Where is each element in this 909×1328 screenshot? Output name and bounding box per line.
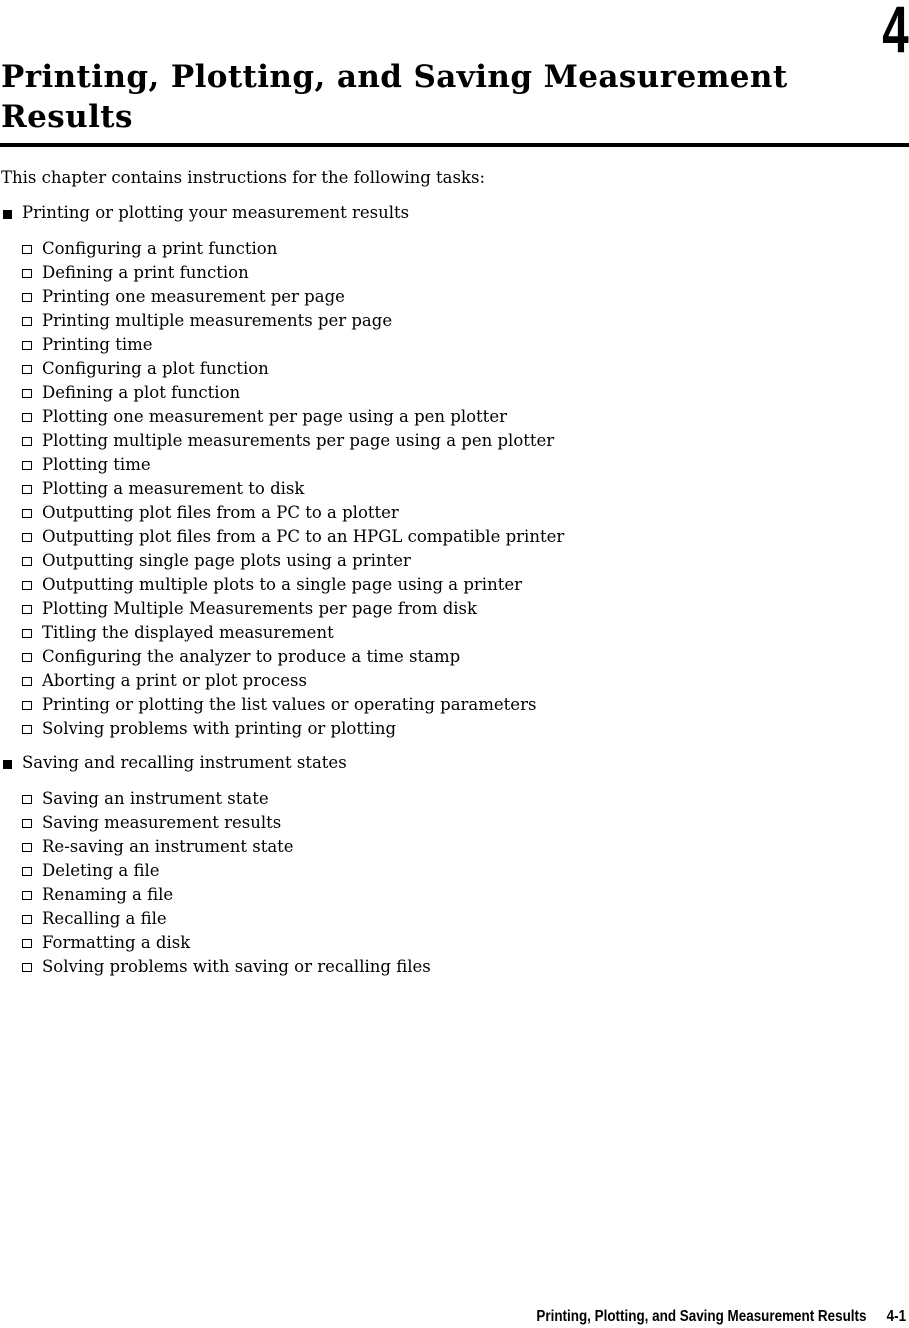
list-item-label: Printing or plotting the list values or operating parameters [42,695,537,714]
task-list [0,787,909,979]
open-square-bullet-icon [22,725,32,734]
open-square-bullet-icon [22,795,32,804]
open-square-bullet-icon [22,581,32,590]
list-item [0,859,909,883]
open-square-bullet-icon [22,915,32,924]
list-item-label: Defining a plot function [42,383,241,402]
open-square-bullet-icon [22,245,32,254]
list-item [0,333,909,357]
open-square-bullet-icon [22,317,32,326]
list-item [0,835,909,859]
open-square-bullet-icon [22,819,32,828]
open-square-bullet-icon [22,485,32,494]
list-item [0,309,909,333]
list-item [0,669,909,693]
list-item-label: Outputting plot files from a PC to a plotter [42,503,399,522]
open-square-bullet-icon [22,629,32,638]
list-item [0,549,909,573]
list-item [0,931,909,955]
list-item-label: Plotting multiple measurements per page using a pen plotter [42,431,555,450]
open-square-bullet-icon [22,701,32,710]
list-item [0,693,909,717]
section-heading-label: Printing or plotting your measurement results [22,203,410,222]
list-item [0,357,909,381]
open-square-bullet-icon [22,341,32,350]
open-square-bullet-icon [22,437,32,446]
list-item [0,429,909,453]
list-item [0,717,909,741]
list-item-label: Recalling a file [42,909,167,928]
section-saving-recalling [0,751,909,979]
list-item-label: Configuring a plot function [42,359,269,378]
list-item-label: Saving an instrument state [42,789,269,808]
footer-page-number: 4-1 [886,1308,906,1325]
list-item-label: Printing one measurement per page [42,287,345,306]
list-item-label: Outputting single page plots using a printer [42,551,411,570]
list-item [0,645,909,669]
open-square-bullet-icon [22,605,32,614]
open-square-bullet-icon [22,963,32,972]
list-item [0,525,909,549]
list-item [0,955,909,979]
open-square-bullet-icon [22,557,32,566]
open-square-bullet-icon [22,653,32,662]
open-square-bullet-icon [22,461,32,470]
list-item [0,597,909,621]
open-square-bullet-icon [22,509,32,518]
list-item-label: Titling the displayed measurement [42,623,334,642]
list-item-label: Plotting Multiple Measurements per page from disk [42,599,478,618]
list-item-label: Solving problems with saving or recalling files [42,957,431,976]
filled-square-bullet-icon [3,210,12,219]
list-item-label: Defining a print function [42,263,249,282]
list-item-label: Outputting plot files from a PC to an HPGL compatible printer [42,527,565,546]
section-heading [0,751,909,775]
list-item-label: Re-saving an instrument state [42,837,294,856]
list-item [0,621,909,645]
list-item-label: Formatting a disk [42,933,191,952]
open-square-bullet-icon [22,843,32,852]
title-rule [0,143,909,147]
task-list [0,237,909,741]
list-item-label: Plotting time [42,455,151,474]
open-square-bullet-icon [22,891,32,900]
list-item-label: Solving problems with printing or plotting [42,719,397,738]
list-item [0,787,909,811]
open-square-bullet-icon [22,389,32,398]
list-item [0,285,909,309]
list-item [0,907,909,931]
open-square-bullet-icon [22,677,32,686]
section-heading [0,201,909,225]
page-footer [536,1306,906,1328]
open-square-bullet-icon [22,533,32,542]
list-item [0,405,909,429]
list-item-label: Saving measurement results [42,813,282,832]
list-item-label: Plotting one measurement per page using a pen plotter [42,407,507,426]
section-heading-label: Saving and recalling instrument states [22,753,347,772]
footer-running-title: Printing, Plotting, and Saving Measurement Results [536,1308,867,1325]
open-square-bullet-icon [22,939,32,948]
list-item [0,453,909,477]
list-item [0,811,909,835]
open-square-bullet-icon [22,293,32,302]
open-square-bullet-icon [22,269,32,278]
list-item [0,261,909,285]
chapter-title: Printing, Plotting, and Saving Measurement Results [1,59,788,135]
list-item [0,237,909,261]
list-item-label: Configuring the analyzer to produce a time stamp [42,647,461,666]
list-item-label: Deleting a file [42,861,160,880]
list-item-label: Configuring a print function [42,239,278,258]
list-item [0,883,909,907]
open-square-bullet-icon [22,365,32,374]
section-printing-plotting [0,201,909,741]
open-square-bullet-icon [22,867,32,876]
list-item [0,573,909,597]
list-item [0,501,909,525]
filled-square-bullet-icon [3,760,12,769]
list-item-label: Renaming a file [42,885,174,904]
chapter-number: 4 [882,0,909,66]
list-item [0,381,909,405]
list-item-label: Outputting multiple plots to a single page using a printer [42,575,522,594]
open-square-bullet-icon [22,413,32,422]
list-item-label: Printing multiple measurements per page [42,311,393,330]
list-item-label: Printing time [42,335,153,354]
list-item-label: Plotting a measurement to disk [42,479,305,498]
intro-text: This chapter contains instructions for the following tasks: [1,168,486,187]
list-item-label: Aborting a print or plot process [42,671,307,690]
list-item [0,477,909,501]
